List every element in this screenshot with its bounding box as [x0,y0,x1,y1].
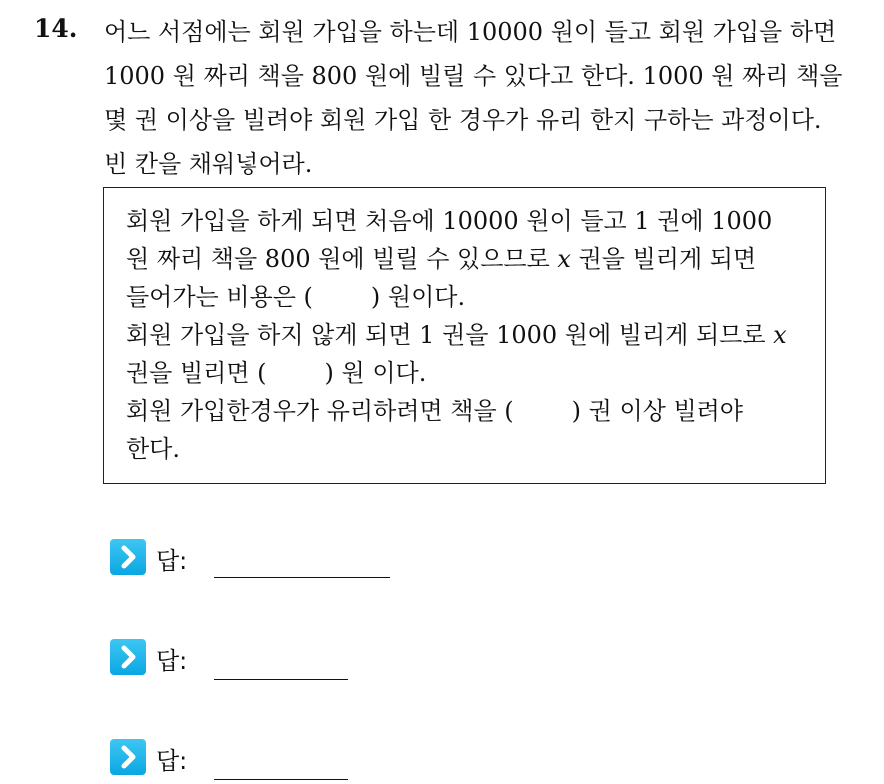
box-line [126,316,816,354]
box-text-segment: ) 원이다. [370,283,466,311]
box-text-segment: 들어가는 비용은 ( [126,283,313,311]
box-text-segment: 권을 빌리게 되면 [570,245,757,273]
chevron-right-icon [110,739,146,775]
answer-label: 답: [156,647,188,675]
question-line: 어느 서점에는 회원 가입을 하는데 10000 원이 들고 회원 가입을 하면 [104,18,837,46]
box-text-segment: 권을 빌리면 ( [126,359,267,387]
chevron-right-icon [110,539,146,575]
question-text [104,10,862,186]
question-line: 1000 원 짜리 책을 800 원에 빌릴 수 있다고 한다. 1000 원 짜리 책을 [104,62,843,90]
variable-x: x [557,245,571,273]
box-text-segment: 회원 가입한경우가 유리하려면 책을 ( [126,397,514,425]
box-text-segment: ) 원 이다. [324,359,427,387]
box-line: 한다. [126,435,180,463]
answer-label: 답: [156,747,188,775]
question-line: 빈 칸을 채워넣어라. [104,150,313,178]
box-line [126,278,816,316]
box-text-segment: 원 짜리 책을 800 원에 빌릴 수 있으므로 [126,245,558,273]
fill-in-box [103,187,826,484]
box-text-segment: 회원 가입을 하지 않게 되면 1 권을 1000 원에 빌리게 되므로 [126,321,774,349]
box-text-segment: ) 권 이상 빌려야 [571,397,743,425]
question-number: 14. [34,14,78,43]
variable-x: x [773,321,787,349]
answer-blank-line[interactable] [214,679,348,680]
box-line [126,392,816,430]
question-line: 몇 권 이상을 빌려야 회원 가입 한 경우가 유리 한지 구하는 과정이다. [104,106,822,134]
chevron-right-icon [110,639,146,675]
box-line [126,354,816,392]
box-line: 회원 가입을 하게 되면 처음에 10000 원이 들고 1 권에 1000 [126,207,773,235]
box-line [126,240,816,278]
box-text [126,202,816,468]
answer-blank-line[interactable] [214,779,348,780]
answer-label: 답: [156,547,188,575]
answer-blank-line[interactable] [214,577,390,578]
